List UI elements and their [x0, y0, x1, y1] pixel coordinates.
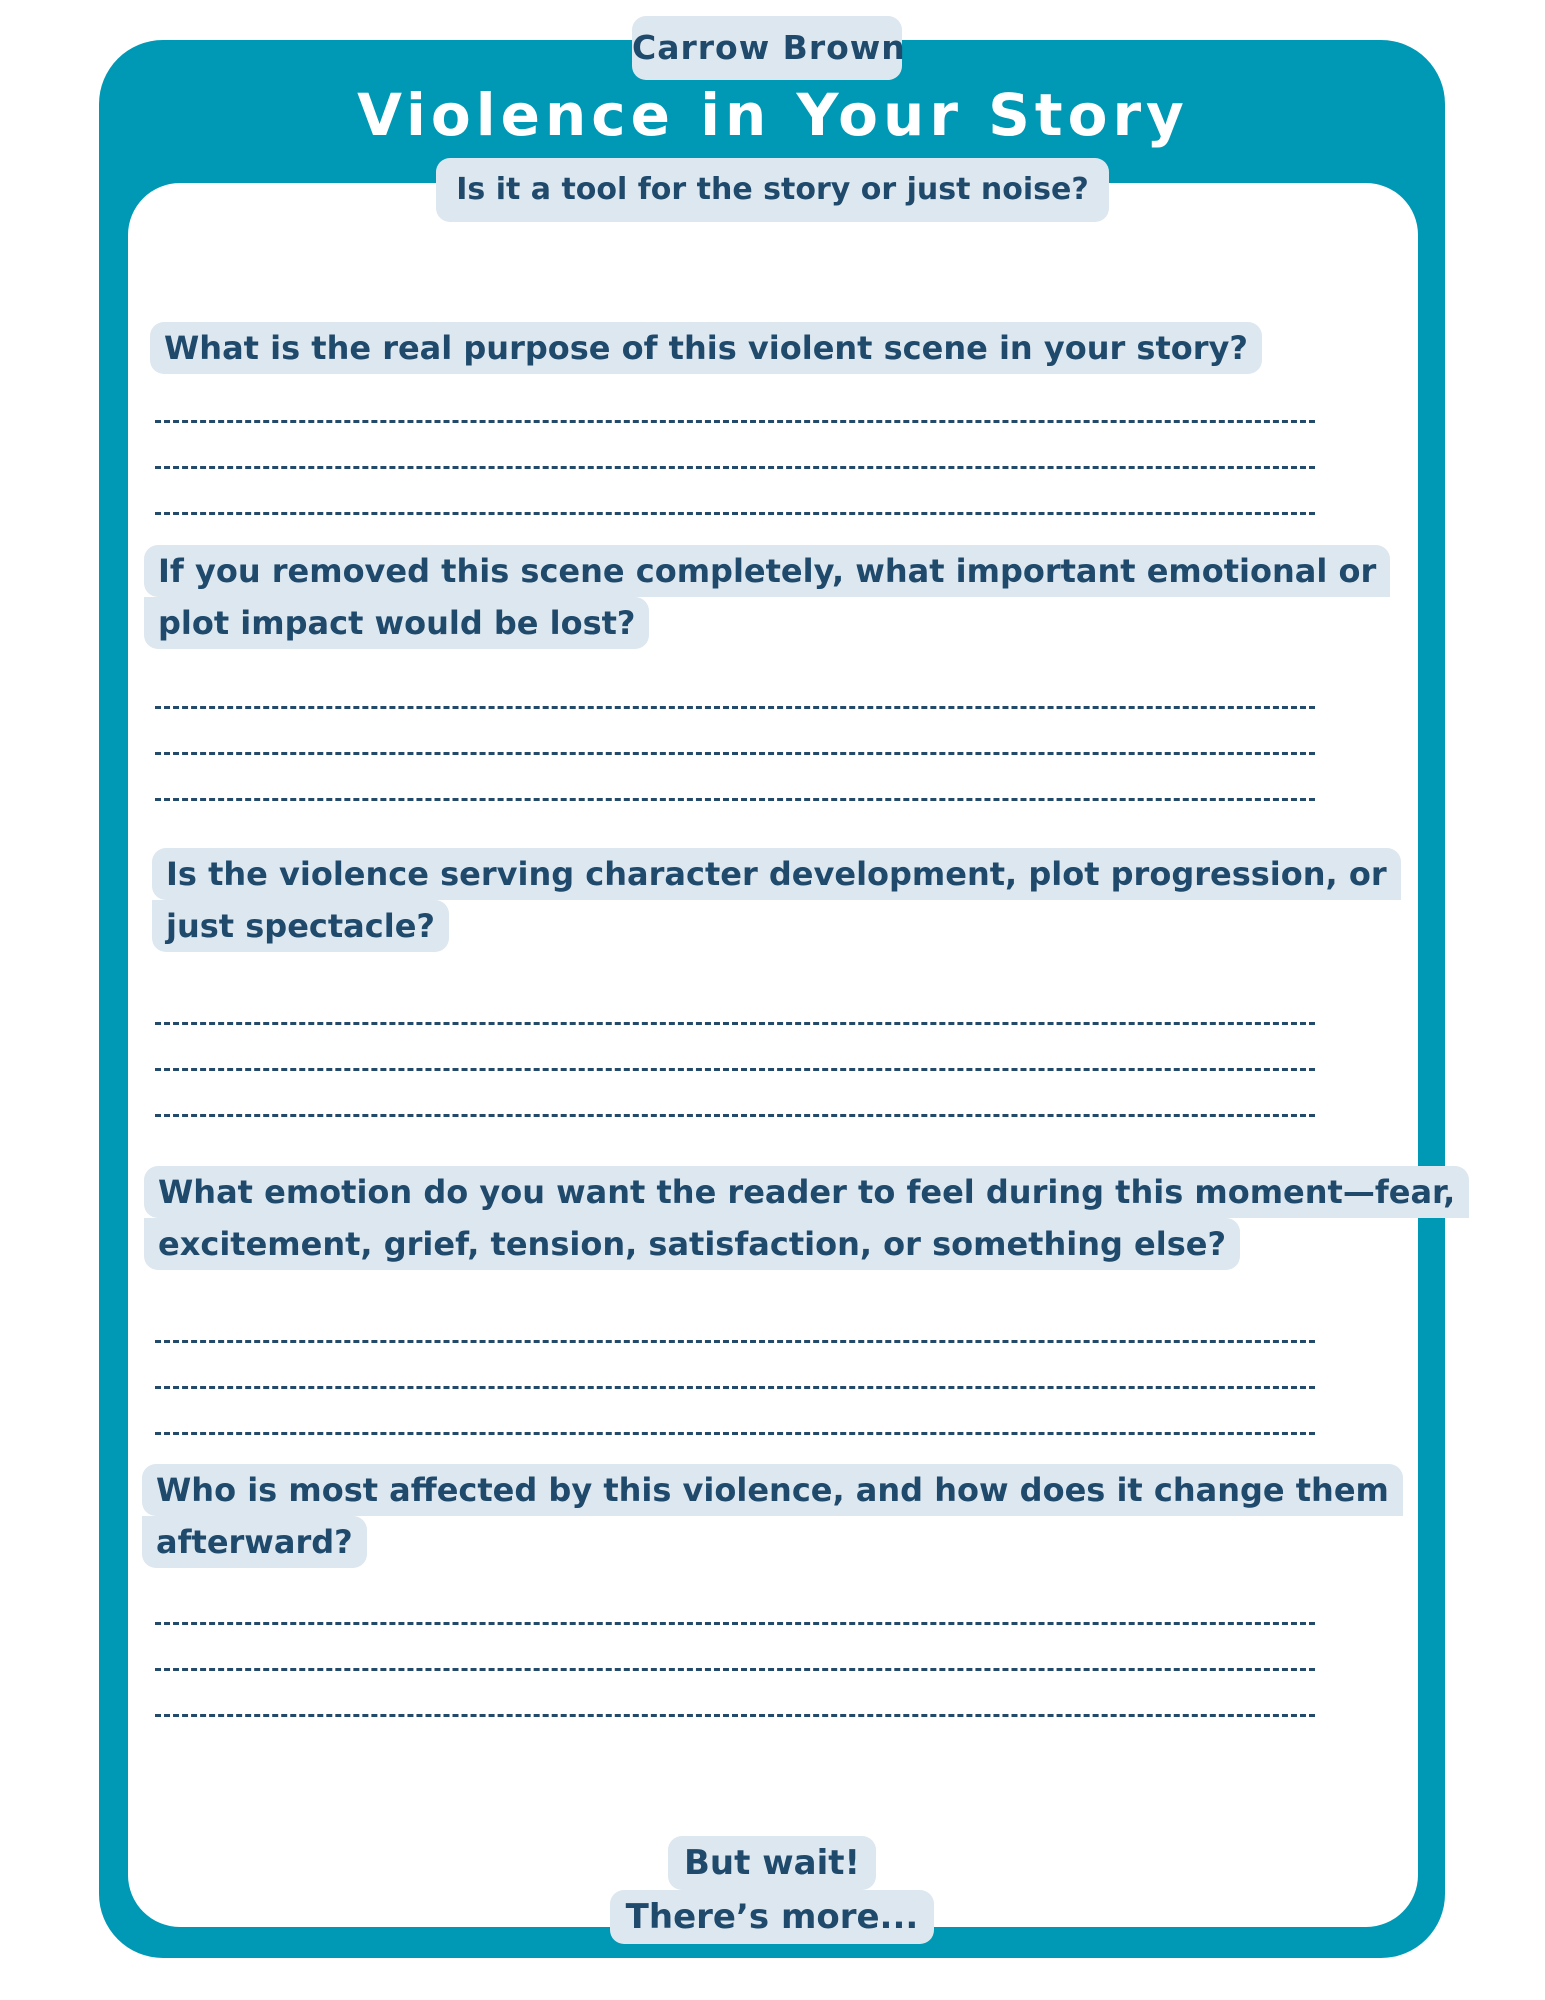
question-5	[142, 1464, 1403, 1568]
answer-line[interactable]	[155, 512, 1315, 515]
answer-line[interactable]	[155, 1340, 1315, 1343]
answer-line[interactable]	[155, 1114, 1315, 1117]
answer-line[interactable]	[155, 420, 1315, 423]
author-badge: Carrow Brown	[632, 16, 902, 80]
question-1	[150, 322, 1262, 374]
answer-line[interactable]	[155, 1668, 1315, 1671]
subtitle-badge: Is it a tool for the story or just noise?	[436, 158, 1109, 222]
question-1-line-1: What is the real purpose of this violent scene in your story?	[150, 322, 1262, 374]
answer-line[interactable]	[155, 1714, 1315, 1717]
question-5-line-1: Who is most affected by this violence, and how does it change them	[142, 1464, 1403, 1516]
question-4-line-2: excitement, grief, tension, satisfaction, or something else?	[144, 1218, 1240, 1270]
question-3-line-2: just spectacle?	[152, 900, 449, 952]
worksheet-panel	[128, 183, 1418, 1927]
question-2-line-1: If you removed this scene completely, what important emotional or	[144, 545, 1390, 597]
answer-line[interactable]	[155, 1068, 1315, 1071]
answer-line[interactable]	[155, 706, 1315, 709]
question-4-line-1: What emotion do you want the reader to feel during this moment—fear,	[144, 1166, 1469, 1218]
footer-line-1: But wait!	[668, 1836, 876, 1890]
page-title: Violence in Your Story	[357, 81, 1189, 149]
answer-line[interactable]	[155, 1432, 1315, 1435]
question-4	[144, 1166, 1469, 1270]
footer-line-2: There’s more...	[610, 1890, 935, 1944]
question-5-line-2: afterward?	[142, 1516, 367, 1568]
question-2-line-2: plot impact would be lost?	[144, 597, 649, 649]
question-3-line-1: Is the violence serving character development, plot progression, or	[152, 848, 1401, 900]
answer-line[interactable]	[155, 1622, 1315, 1625]
answer-line[interactable]	[155, 1386, 1315, 1389]
question-2	[144, 545, 1390, 649]
answer-line[interactable]	[155, 798, 1315, 801]
answer-line[interactable]	[155, 752, 1315, 755]
answer-line[interactable]	[155, 1022, 1315, 1025]
answer-line[interactable]	[155, 466, 1315, 469]
question-3	[152, 848, 1401, 952]
footer-teaser	[600, 1836, 944, 1944]
